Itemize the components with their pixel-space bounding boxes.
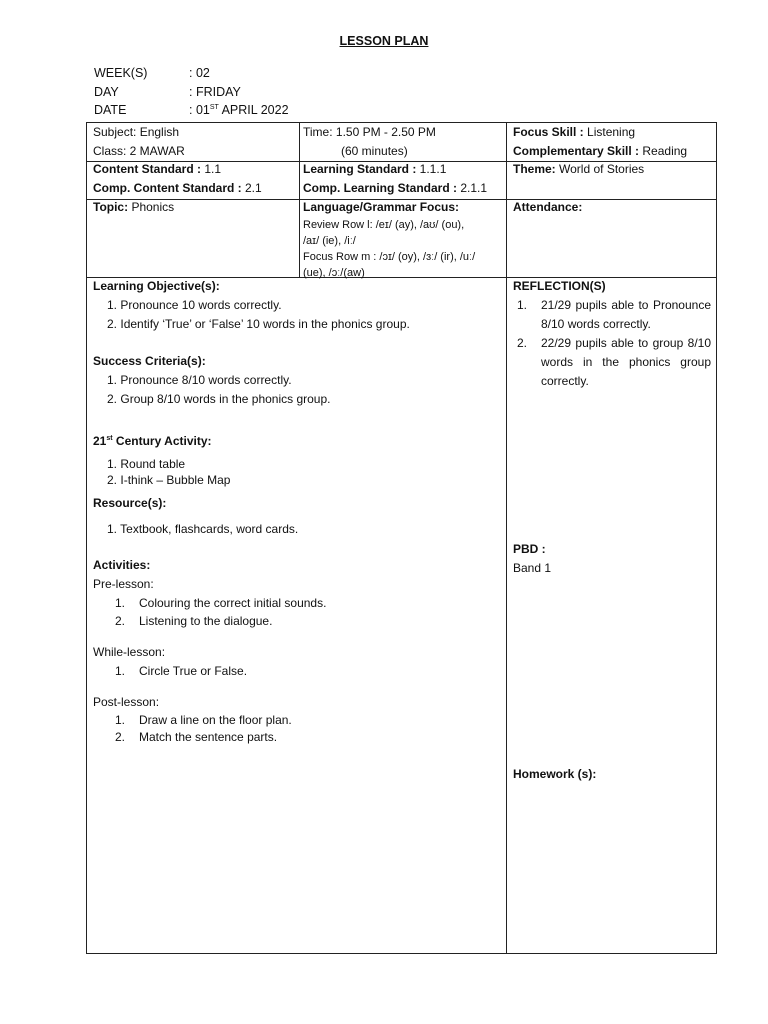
reflection-item xyxy=(513,296,711,334)
focus-skill-value: Listening xyxy=(583,125,636,139)
date-label: DATE xyxy=(94,103,127,117)
day-row xyxy=(94,85,241,99)
pbd-label: PBD : xyxy=(513,542,546,556)
list-item xyxy=(115,729,501,746)
comp-content-standard-label: Comp. Content Standard : xyxy=(93,181,242,195)
post-lesson-label: Post-lesson: xyxy=(93,695,160,709)
list-item xyxy=(115,594,501,612)
date-superscript: ST xyxy=(209,103,219,111)
list-number: 1. xyxy=(107,373,118,387)
list-number: 2. xyxy=(115,730,126,744)
skills-cell xyxy=(513,123,687,161)
list-item xyxy=(107,472,501,488)
reflection-item xyxy=(513,334,711,391)
comp-learning-standard-value: 2.1.1 xyxy=(457,181,488,195)
pbd-cell xyxy=(513,540,551,578)
reflection-cell xyxy=(513,277,711,391)
century-prefix: 21 xyxy=(93,434,107,448)
duration-text: (60 minutes) xyxy=(341,144,408,158)
homework-label: Homework (s): xyxy=(513,767,597,781)
time-cell xyxy=(303,123,503,161)
reflection-label: REFLECTION(S) xyxy=(513,279,606,293)
comp-learning-standard-label: Comp. Learning Standard : xyxy=(303,181,458,195)
list-item xyxy=(115,612,501,630)
list-item xyxy=(107,371,501,390)
language-focus-label: Language/Grammar Focus: xyxy=(303,200,460,214)
success-criteria-label: Success Criteria(s): xyxy=(93,354,206,368)
list-item xyxy=(115,712,501,729)
page-title: LESSON PLAN xyxy=(339,34,429,48)
subject-text: Subject: English xyxy=(93,125,180,139)
list-item-text: Listening to the dialogue. xyxy=(139,614,273,628)
date-suffix: APRIL 2022 xyxy=(218,103,289,117)
list-item-text: I-think – Bubble Map xyxy=(120,473,231,487)
list-item xyxy=(107,390,501,409)
topic-cell xyxy=(93,198,174,217)
list-item-text: Draw a line on the floor plan. xyxy=(139,713,292,727)
attendance-label: Attendance: xyxy=(513,200,583,214)
list-item-text: Round table xyxy=(120,457,186,471)
pre-lesson-list xyxy=(93,594,501,630)
learning-objectives-label: Learning Objective(s): xyxy=(93,279,220,293)
language-focus-cell xyxy=(303,198,503,281)
list-item-text: Circle True or False. xyxy=(139,664,248,678)
complementary-skill-value: Reading xyxy=(639,144,688,158)
comp-content-standard-value: 2.1 xyxy=(241,181,262,195)
resources-list xyxy=(93,520,501,539)
content-standard-label: Content Standard : xyxy=(93,162,201,176)
list-number: 2. xyxy=(107,317,118,331)
homework-cell xyxy=(513,765,596,784)
time-text: Time: 1.50 PM - 2.50 PM xyxy=(303,125,436,139)
main-content-cell xyxy=(93,277,501,746)
list-number: 1. xyxy=(115,596,126,610)
theme-cell xyxy=(513,160,644,179)
while-lesson-list xyxy=(93,662,501,681)
list-number: 1. xyxy=(517,298,528,312)
content-standard-value: 1.1 xyxy=(201,162,222,176)
list-item-text: Identify ‘True’ or ‘False’ 10 words in the phonics group. xyxy=(120,317,410,331)
subject-cell xyxy=(93,123,185,161)
theme-label: Theme: xyxy=(513,162,556,176)
list-number: 1. xyxy=(107,522,118,536)
band-value: Band 1 xyxy=(513,561,552,575)
activities-label: Activities: xyxy=(93,558,151,572)
success-criteria-list xyxy=(93,371,501,409)
list-item-text: 21/29 pupils able to Pronounce 8/10 words correctly. xyxy=(541,298,711,331)
century-activity-list xyxy=(93,456,501,488)
century-superscript: st xyxy=(106,435,113,442)
week-row xyxy=(94,66,210,80)
list-item-text: Group 8/10 words in the phonics group. xyxy=(120,392,331,406)
list-item xyxy=(107,456,501,472)
content-standard-cell xyxy=(93,160,262,198)
week-label: WEEK(S) xyxy=(94,66,148,80)
list-item-text: Pronounce 10 words correctly. xyxy=(120,298,282,312)
list-number: 2. xyxy=(107,392,118,406)
language-focus-line: Review Row l: /eɪ/ (ay), /aʊ/ (ou), xyxy=(303,219,465,231)
lesson-plan-table xyxy=(86,122,717,954)
list-item xyxy=(107,296,501,315)
language-focus-line: /aɪ/ (ie), /iː/ xyxy=(303,235,356,247)
list-number: 2. xyxy=(115,614,126,628)
list-item xyxy=(107,520,501,539)
list-item xyxy=(115,662,501,681)
list-item xyxy=(107,315,501,334)
list-number: 2. xyxy=(517,336,528,350)
list-item-text: Pronounce 8/10 words correctly. xyxy=(120,373,292,387)
language-focus-line: (ue), /ɔː/(aw) xyxy=(303,267,365,279)
column-divider xyxy=(506,123,507,953)
century-suffix: Century Activity: xyxy=(112,434,212,448)
theme-value: World of Stories xyxy=(555,162,645,176)
list-item-text: Colouring the correct initial sounds. xyxy=(139,596,327,610)
class-text: Class: 2 MAWAR xyxy=(93,144,185,158)
century-activity-label xyxy=(93,432,501,451)
column-divider xyxy=(299,123,300,277)
list-number: 1. xyxy=(115,664,126,678)
day-value: : FRIDAY xyxy=(189,85,241,99)
learning-standard-label: Learning Standard : xyxy=(303,162,417,176)
list-number: 1. xyxy=(115,713,126,727)
week-value: : 02 xyxy=(189,66,210,80)
list-number: 2. xyxy=(107,473,118,487)
day-label: DAY xyxy=(94,85,119,99)
focus-skill-label: Focus Skill : xyxy=(513,125,584,139)
while-lesson-label: While-lesson: xyxy=(93,645,166,659)
post-lesson-list xyxy=(93,712,501,746)
topic-label: Topic: xyxy=(93,200,129,214)
pre-lesson-label: Pre-lesson: xyxy=(93,577,154,591)
list-item-text: Textbook, flashcards, word cards. xyxy=(120,522,299,536)
list-number: 1. xyxy=(107,298,118,312)
topic-value: Phonics xyxy=(128,200,175,214)
complementary-skill-label: Complementary Skill : xyxy=(513,144,640,158)
resources-label: Resource(s): xyxy=(93,496,167,510)
list-item-text: 22/29 pupils able to group 8/10 words in the phonics group correctly. xyxy=(541,336,711,388)
language-focus-line: Focus Row m : /ɔɪ/ (oy), /ɜː/ (ir), /uː/ xyxy=(303,251,476,263)
list-number: 1. xyxy=(107,457,118,471)
attendance-cell xyxy=(513,198,582,217)
date-row xyxy=(94,103,289,117)
learning-standard-cell xyxy=(303,160,487,198)
list-item-text: Match the sentence parts. xyxy=(139,730,278,744)
date-prefix: : 01 xyxy=(189,103,210,117)
learning-objectives-list xyxy=(93,296,501,334)
learning-standard-value: 1.1.1 xyxy=(416,162,447,176)
